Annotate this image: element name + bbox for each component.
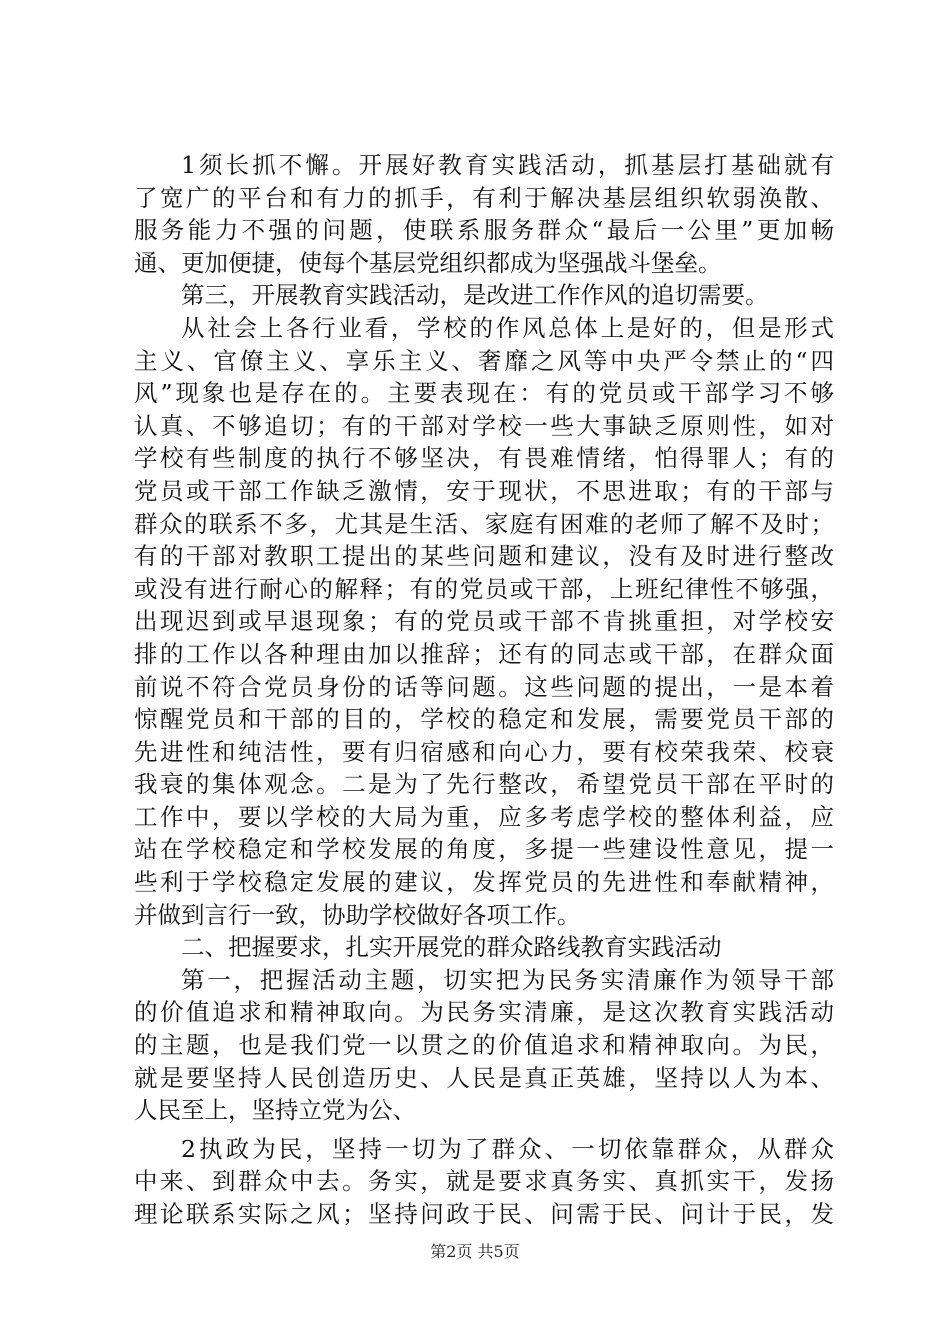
text-line: 惊醒党员和干部的目的，学校的稳定和发展，需要党员干部的 — [134, 705, 834, 734]
text-line: 风”现象也是存在的。主要表现在：有的党员或干部学习不够 — [134, 379, 834, 408]
text-line: 人民至上，坚持立党为公、 — [134, 1096, 416, 1125]
text-line: 第三，开展教育实践活动，是改进工作作风的追切需要。 — [181, 281, 769, 310]
text-line: 有的干部对教职工提出的某些问题和建议，没有及时进行整改 — [134, 542, 834, 571]
text-line: 1须长抓不懈。开展好教育实践活动，抓基层打基础就有 — [181, 151, 834, 179]
text-line: 了宽广的平台和有力的抓手，有利于解决基层组织软弱涣散、 — [134, 183, 834, 212]
text-line: 出现迟到或早退现象；有的党员或干部不肯挑重担，对学校安 — [134, 607, 834, 636]
text-line: 第一，把握活动主题，切实把为民务实清廉作为领导干部 — [181, 965, 834, 994]
text-line: 排的工作以各种理由加以推辞；还有的同志或干部，在群众面 — [134, 639, 834, 668]
text-line: 群众的联系不多，尤其是生活、家庭有困难的老师了解不及时； — [134, 509, 834, 538]
text-line: 学校有些制度的执行不够坚决，有畏难情绪，怕得罪人；有的 — [134, 444, 834, 473]
text-line: 些利于学校稳定发展的建议，发挥党员的先进性和奉献精神， — [134, 868, 834, 897]
text-line: 的价值追求和精神取向。为民务实清廉，是这次教育实践活动 — [134, 998, 834, 1027]
document-body — [134, 149, 834, 1231]
text-line: 先进性和纯洁性，要有归宿感和向心力，要有校荣我荣、校衰 — [134, 737, 834, 766]
text-line: 2执政为民，坚持一切为了群众、一切依靠群众，从群众 — [181, 1134, 834, 1163]
text-line: 就是要坚持人民创造历史、人民是真正英雄，坚持以人为本、 — [134, 1063, 834, 1092]
text-line: 的主题，也是我们党一以贯之的价值追求和精神取向。为民， — [134, 1031, 834, 1060]
text-line: 中来、到群众中去。务实，就是要求真务实、真抓实干，发扬 — [134, 1167, 834, 1196]
text-line: 并做到言行一致，协助学校做好各项工作。 — [134, 900, 581, 929]
text-line: 二、把握要求，扎实开展党的群众路线教育实践活动 — [181, 933, 722, 962]
text-line: 党员或干部工作缺乏激情，安于现状，不思进取；有的干部与 — [134, 476, 834, 505]
text-line: 或没有进行耐心的解释；有的党员或干部，上班纪律性不够强， — [134, 574, 834, 603]
text-line: 工作中，要以学校的大局为重，应多考虑学校的整体利益，应 — [134, 802, 834, 831]
text-line: 理论联系实际之风；坚持问政于民、问需于民、问计于民，发 — [134, 1200, 834, 1228]
page-footer: 第2页 共5页 — [430, 1242, 520, 1261]
text-line: 认真、不够追切；有的干部对学校一些大事缺乏原则性，如对 — [134, 411, 834, 440]
text-line: 前说不符合党员身份的话等问题。这些问题的提出，一是本着 — [134, 672, 834, 701]
text-line: 从社会上各行业看，学校的作风总体上是好的，但是形式 — [181, 313, 834, 342]
text-line: 主义、官僚主义、享乐主义、奢靡之风等中央严令禁止的“四 — [134, 346, 834, 375]
text-line: 站在学校稳定和学校发展的角度，多提一些建设性意见，提一 — [134, 835, 834, 864]
text-line: 服务能力不强的问题，使联系服务群众“最后一公里”更加畅 — [134, 216, 834, 245]
text-line: 通、更加便捷，使每个基层党组织都成为坚强战斗堡垒。 — [134, 248, 722, 277]
text-line: 我衰的集体观念。二是为了先行整改，希望党员干部在平时的 — [134, 770, 834, 799]
